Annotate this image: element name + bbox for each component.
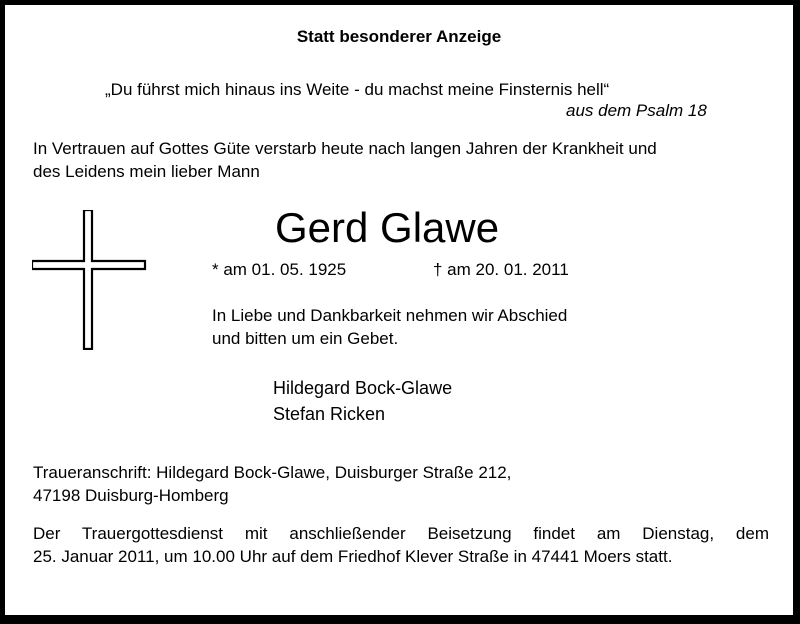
death-date: † am 20. 01. 2011 — [433, 260, 569, 279]
mourning-address-line-1: Traueranschrift: Hildegard Bock-Glawe, Duisburger Straße 212, — [33, 463, 512, 482]
notice-header: Statt besonderer Anzeige — [296, 27, 502, 46]
service-info-line-2: 25. Januar 2011, um 10.00 Uhr auf dem Friedhof Klever Straße in 47441 Moers statt. — [33, 547, 673, 566]
deceased-name: Gerd Glawe — [275, 204, 500, 251]
mourner-name: Hildegard Bock-Glawe — [273, 378, 453, 398]
intro-line-1: In Vertrauen auf Gottes Güte verstarb heute nach langen Jahren der Krankheit und — [33, 139, 657, 158]
intro-line-2: des Leidens mein lieber Mann — [33, 162, 260, 181]
mourner-name: Stefan Ricken — [273, 404, 386, 424]
farewell-line-1: In Liebe und Dankbarkeit nehmen wir Abschied — [212, 306, 568, 325]
birth-date: * am 01. 05. 1925 — [212, 260, 347, 279]
scripture-quote: „Du führst mich hinaus ins Weite - du machst meine Finsternis hell“ — [105, 80, 610, 99]
farewell-line-2: und bitten um ein Gebet. — [212, 329, 399, 348]
mourning-address-line-2: 47198 Duisburg-Homberg — [33, 486, 229, 505]
obituary-notice — [5, 5, 793, 615]
cross-icon — [32, 210, 148, 350]
quote-source: aus dem Psalm 18 — [566, 101, 707, 120]
service-info-line-1: Der Trauergottesdienst mit anschließender Beisetzung findet am Dienstag, dem — [33, 524, 769, 543]
